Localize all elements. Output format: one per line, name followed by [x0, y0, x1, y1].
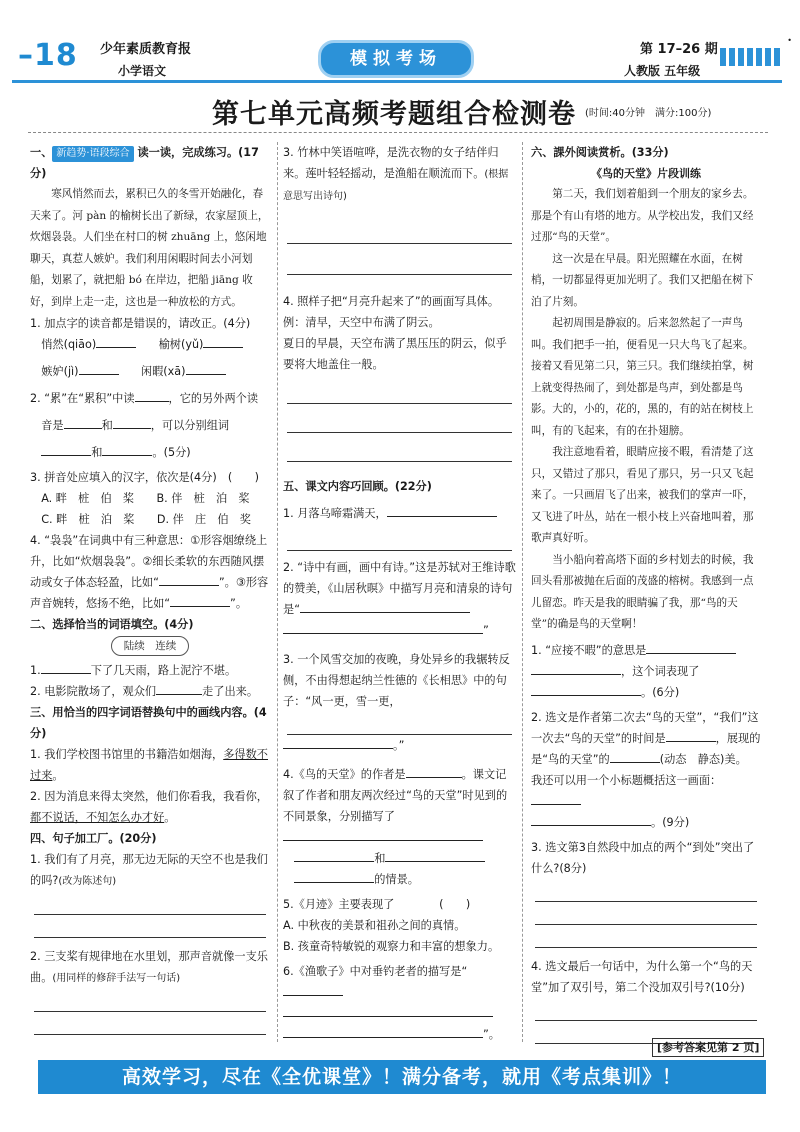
answer-line[interactable] — [287, 252, 512, 275]
option-row: B. 孩童奇特敏锐的观察力和丰富的想象力。 — [283, 940, 500, 953]
answer-blank[interactable] — [300, 612, 470, 613]
reading-passage: 寒风悄然而去，累积已久的冬雪开始融化，春天来了。河 pàn 的榆树长出了新绿，农家屋顶上，炊烟袅袅。人们坐在村口的树 zhuāng 上，悠闲地聊天，真惹人嫉妒。我们利用闲暇时间去小河划船，划累了，就把船 bó 在岸边，把船 jiāng 收好，到岸上走一走，这也是一种放松的方式。 — [30, 188, 269, 308]
question: 4.《鸟的天堂》的作者是 。课文记叙了作者和朋友两次经过“鸟的天堂”时见到的不同景象，分别描写了 — [283, 768, 508, 823]
question: 1. 月落乌啼霜满天， — [283, 503, 516, 524]
question-cont — [283, 827, 516, 848]
column-divider — [522, 142, 523, 1042]
answer-blank[interactable] — [294, 882, 374, 883]
question: 2. 选文是作者第二次去“鸟的天堂”，“我们”这一次去“鸟的天堂”的时间是 ，展现的是“鸟的天堂”的 (动态 静态)美。 — [531, 710, 761, 766]
footer-banner: 高效学习，尽在《全优课堂》！满分备考，就用《考点集训》！ — [38, 1060, 766, 1094]
question: 4. “袅袅”在词典中有三种意思：①形容烟缭绕上升，比如“炊烟袅袅”。②细长柔软的东西随风摆动或女子体态轻盈，比如“ ”。③形容声音婉转，悠扬不绝，比如“ ”。 — [30, 534, 269, 610]
issue-label: 第 17–26 期 — [640, 42, 718, 57]
answer-blank[interactable] — [531, 695, 641, 696]
example: 夏日的早晨，天空布满了黑压压的阴云，似乎要将大地盖住一般。 — [283, 337, 507, 371]
question: 1. “应接不暇”的意思是 — [531, 640, 761, 661]
passage-paragraph: 这一次是在早晨。阳光照耀在水面，在树梢，一切都显得更加光明了。我们又把船在树下泊了片刻。 — [531, 252, 754, 308]
question: 1. 我们有了月亮，那无边无际的天空不也是我们的吗?(改为陈述句) — [30, 853, 268, 887]
exam-logo: 模拟考场 — [318, 40, 474, 78]
example: 例：清早，天空中布满了阴云。 — [283, 316, 440, 329]
answer-line[interactable] — [34, 989, 266, 1012]
answer-blank[interactable] — [666, 741, 716, 742]
answer-blank[interactable] — [64, 428, 102, 429]
answer-line[interactable] — [34, 915, 266, 938]
word-box: 陆续 连续 — [111, 636, 190, 656]
answer-blank[interactable] — [170, 606, 230, 607]
answer-line[interactable] — [535, 998, 757, 1021]
section-tag: 新趋势·语段综合 — [52, 146, 133, 162]
question: 4. 照样子把“月亮升起来了”的画面写具体。 — [283, 295, 500, 308]
answer-blank[interactable] — [387, 516, 497, 517]
question-cont: 和 。(5分) — [30, 442, 270, 463]
question-cont: 和 — [283, 848, 516, 869]
question: 2. 电影院散场了，观众们 走了出来。 — [30, 685, 259, 698]
corner-mark: • — [787, 36, 792, 45]
answer-blank[interactable] — [531, 804, 581, 805]
option-row: A. 中秋夜的美景和祖孙之间的真情。 — [283, 919, 466, 932]
answer-blank[interactable] — [41, 455, 91, 456]
passage-paragraph: 当小船向着高塔下面的乡村划去的时候，我回头看那被抛在后面的茂盛的榕树。我感到一点儿留恋。昨天是我的眼睛骗了我，那“鸟的天堂”的确是鸟的天堂啊！ — [531, 553, 754, 630]
answer-blank[interactable] — [186, 374, 226, 375]
title-info: (时间:40分钟 满分:100分) — [585, 108, 712, 119]
header-rule — [12, 80, 782, 83]
question: 1. 我们学校图书馆里的书籍浩如烟海，多得数不过来。 — [30, 748, 268, 782]
answer-line[interactable] — [287, 439, 512, 462]
passage-paragraph: 我注意地看着，眼睛应接不暇，看清楚了这只，又错过了那只，看见了那只，另一只又飞起来了。一只画眉飞了出来，被我们的掌声一吓，又飞进了叶丛，站在一根小枝上兴奋地叫着，那歌声真好听。 — [531, 446, 754, 544]
answer-blank[interactable] — [283, 995, 343, 996]
answer-blank[interactable] — [406, 777, 462, 778]
title-divider — [28, 132, 768, 133]
answer-blank[interactable] — [283, 633, 483, 634]
question: 2. “诗中有画，画中有诗。”这是苏轼对王维诗歌的赞美，《山居秋暝》中描写月亮和清泉的诗句是“ — [283, 561, 516, 616]
question: 1. 加点字的读音都是错误的，请改正。(4分) — [30, 317, 251, 330]
section-2-heading: 二、选择恰当的词语填空。(4分) — [30, 618, 194, 631]
passage-paragraph: 第二天，我们划着船到一个朋友的家乡去。那是个有山有塔的地方。从学校出发，我们又经过那“鸟的天堂”。 — [531, 188, 754, 243]
question: 3. 拼音处应填入的汉字，依次是(4分) ( ) — [30, 471, 259, 484]
question: 6.《渔歌子》中对垂钓老者的描写是“ — [283, 961, 516, 1003]
answer-blank[interactable] — [385, 861, 485, 862]
question-cont: 。” — [283, 735, 516, 756]
answer-blank[interactable] — [283, 748, 393, 749]
answer-blank[interactable] — [283, 1016, 493, 1017]
answer-line[interactable] — [34, 892, 266, 915]
answer-blank[interactable] — [294, 861, 374, 862]
answer-line[interactable] — [34, 1012, 266, 1035]
publisher-name: 少年素质教育报 — [100, 42, 192, 57]
page-title: 第七单元高频考题组合检测卷 — [212, 99, 576, 130]
question: 5.《月迹》主要表现了 ( ) — [283, 898, 471, 911]
passage-title: 《鸟的天堂》片段训练 — [591, 167, 701, 180]
question: 4. 选文最后一句话中，为什么第一个“鸟的天堂”加了双引号，第二个没加双引号?(10分) — [531, 959, 753, 994]
question: 1. 下了几天雨，路上泥泞不堪。 — [30, 664, 237, 677]
answer-line[interactable] — [287, 712, 512, 735]
question-cont: ” — [283, 620, 516, 641]
answer-blank[interactable] — [646, 653, 736, 654]
section-6-heading: 六、課外阅读赏析。(33分) — [531, 146, 669, 159]
answer-blank[interactable] — [102, 455, 152, 456]
question-cont: ，这个词表现了 — [531, 661, 761, 682]
decor-stripes — [720, 48, 780, 66]
answer-blank[interactable] — [41, 673, 91, 674]
answer-blank[interactable] — [203, 347, 243, 348]
question: 3. 选文第3自然段中加点的两个“到处”突出了什么?(8分) — [531, 840, 755, 875]
pinyin-row: 悄然(qiāo) 榆树(yǔ) — [30, 334, 270, 355]
column-right — [531, 142, 761, 1067]
column-divider — [277, 142, 278, 1042]
question: 2. 三支桨有规律地在水里划，那声音就像一支乐曲。(用同样的修辞手法写一句话) — [30, 950, 268, 984]
pinyin-row: 嫉妒(jì) 闲暇(xā) — [30, 361, 270, 382]
question: 3. 一个风雪交加的夜晚，身处异乡的我辗转反侧，不由得想起纳兰性德的《长相思》中的句子：“风一更，雪一更， — [283, 653, 510, 708]
question-cont — [283, 1003, 516, 1024]
section-3-heading: 三、用恰当的四字词语替换句中的画线内容。(4分) — [30, 706, 267, 740]
answer-blank[interactable] — [531, 825, 651, 826]
edition-label: 人教版 五年级 — [624, 64, 701, 78]
answer-reference: [参考答案见第 2 页] — [652, 1038, 764, 1057]
section-1-heading: 一、 新趋势·语段综合 读一读，完成练习。(17分) — [30, 146, 259, 180]
page-number: –18 — [18, 38, 78, 73]
question-cont: ”。 — [283, 1024, 516, 1045]
answer-line[interactable] — [535, 902, 757, 925]
word-box-row — [30, 635, 270, 656]
answer-blank[interactable] — [531, 674, 621, 675]
question: 2. 因为消息来得太突然，他们你看我，我看你，都不说话，不知怎么办才好。 — [30, 790, 268, 824]
answer-blank[interactable] — [159, 585, 219, 586]
answer-blank[interactable] — [610, 762, 660, 763]
question: 2. “累”在“累积”中读 ，它的另外两个读 — [30, 392, 259, 405]
option-row: A. 畔 桩 伯 桨 B. 伴 桩 泊 桨 — [41, 492, 250, 505]
answer-blank[interactable] — [135, 401, 169, 402]
answer-blank[interactable] — [79, 374, 119, 375]
section-5-heading: 五、课文内容巧回顾。(22分) — [283, 480, 432, 493]
column-left — [30, 142, 270, 1035]
answer-blank[interactable] — [113, 428, 151, 429]
question-cont: 音是 和 ，可以分别组词 — [41, 419, 230, 432]
question: 3. 竹林中笑语喧哗，是洗衣物的女子结伴归来。莲叶轻轻摇动，是渔船在顺流而下。(根据意思写出诗句) — [283, 146, 509, 202]
answer-blank[interactable] — [96, 347, 136, 348]
section-4-heading: 四、句子加工厂。(20分) — [30, 832, 157, 845]
answer-line[interactable] — [287, 528, 512, 551]
question-cont: 。(9分) — [531, 812, 761, 833]
passage-paragraph: 起初周围是静寂的。后来忽然起了一声鸟叫。我们把手一拍，便看见一只大鸟飞了起来。接着又看见第二只，第三只。我们继续拍掌，树上就变得热闹了，到处都是鸟声，到处都是鸟影。大的，小的，花的，黑的，有的站在树枝上叫，有的飞起来，有的在扑翅膀。 — [531, 317, 754, 437]
answer-line[interactable] — [287, 381, 512, 404]
answer-blank[interactable] — [283, 1037, 483, 1038]
answer-blank[interactable] — [156, 694, 202, 695]
column-middle — [283, 142, 516, 1045]
answer-line[interactable] — [535, 925, 757, 948]
answer-line[interactable] — [287, 410, 512, 433]
subject-label: 小学语文 — [118, 64, 167, 78]
answer-blank[interactable] — [283, 840, 483, 841]
option-row: C. 畔 桩 泊 桨 D. 伴 庄 伯 奖 — [41, 513, 251, 526]
question-cont: 。(6分) — [531, 682, 761, 703]
answer-line[interactable] — [535, 879, 757, 902]
answer-line[interactable] — [287, 221, 512, 244]
question-cont: 我还可以用一个小标题概括这一画面： — [531, 770, 761, 812]
question-cont: 的情景。 — [283, 869, 516, 890]
